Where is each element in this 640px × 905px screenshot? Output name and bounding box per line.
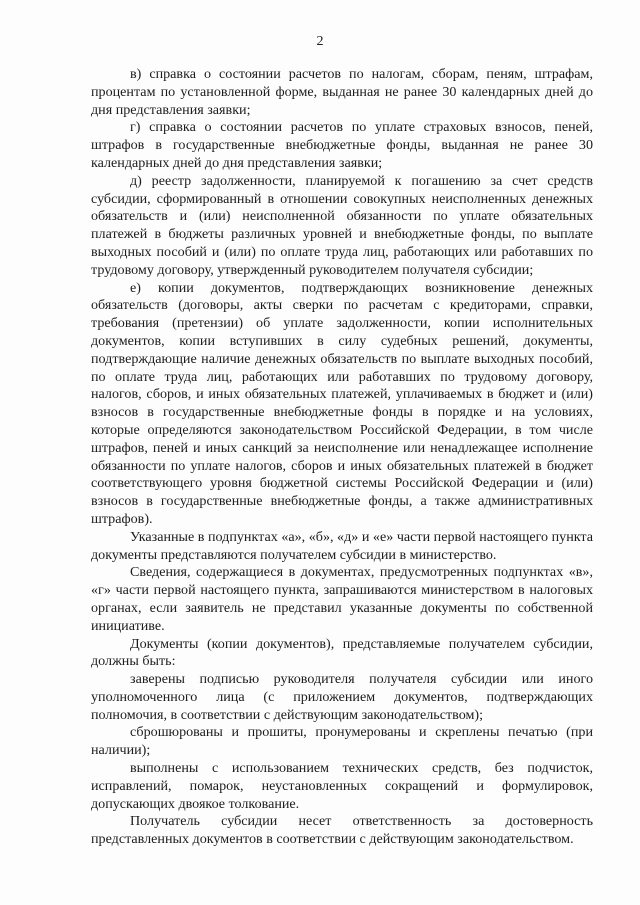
paragraph-responsibility: Получатель субсидии несет ответственность за достоверность представленных документов в соответствии с действующим законодательством. <box>91 813 593 848</box>
paragraph-subitem-d: д) реестр задолженности, планируемой к погашению за счет средств субсидии, сформированный в отношении совокупных неисполненных денежных обязательств и (или) неисполненной обязанности по уплате обязательных платежей в бюджеты различных уровней и внебюджетные фонды, по выплате выходных пособий и (или) по оплате труда лиц, работающих или работавших по трудовому договору, утвержденный руководителем получателя субсидии; <box>91 172 593 278</box>
page-number: 2 <box>316 34 324 49</box>
paragraph-submission-note: Указанные в подпунктах «а», «б», «д» и «е» части первой настоящего пункта документы представляются получателем субсидии в министерство. <box>91 528 593 563</box>
paragraph-requirement-bound: сброшюрованы и прошиты, пронумерованы и скреплены печатью (при наличии); <box>91 724 593 759</box>
paragraph-subitem-g: г) справка о состоянии расчетов по уплате страховых взносов, пеней, штрафов в государственные внебюджетные фонды, выданная не ранее 30 календарных дней до дня представления заявки; <box>91 119 593 171</box>
paragraph-subitem-v: в) справка о состоянии расчетов по налогам, сборам, пеням, штрафам, процентам по установленной форме, выданная не ранее 30 календарных дней до дня представления заявки; <box>91 66 593 118</box>
document-body <box>91 66 593 849</box>
paragraph-subitem-e: е) копии документов, подтверждающих возникновение денежных обязательств (договоры, акты сверки по расчетам с кредиторами, справки, требования (претензии) об уплате задолженности, копии исполнительных документов, копии вступивших в силу судебных решений, документы, подтверждающие наличие денежных обязательств по выплате выходных пособий, по оплате труда лиц, работающих или работавших по трудовому договору, налогов, сборов, и иных обязательных платежей, уплачиваемых в бюджет и (или) взносов в государственные внебюджетные фонды в порядке и на условиях, которые определяются законодательством Российской Федерации, в том числе штрафов, пеней и иных санкций за неисполнение или ненадлежащее исполнение обязанности по уплате налогов, сборов и иных обязательных платежей в бюджет соответствующего уровня бюджетной системы Российской Федерации и (или) взносов в государственные внебюджетные фонды, а также административных штрафов). <box>91 279 593 527</box>
paragraph-requirement-technical: выполнены с использованием технических средств, без подчисток, исправлений, помарок, неустановленных сокращений и формулировок, допускающих двоякое толкование. <box>91 760 593 812</box>
paragraph-tax-authority-request: Сведения, содержащиеся в документах, предусмотренных подпунктах «в», «г» части первой настоящего пункта, запрашиваются министерством в налоговых органах, если заявитель не представил указанные документы по собственной инициативе. <box>91 564 593 634</box>
paragraph-document-requirements: Документы (копии документов), представляемые получателем субсидии, должны быть: <box>91 635 593 670</box>
paragraph-requirement-signed: заверены подписью руководителя получателя субсидии или иного уполномоченного лица (с приложением документов, подтверждающих полномочия, в соответствии с действующим законодательством); <box>91 671 593 723</box>
